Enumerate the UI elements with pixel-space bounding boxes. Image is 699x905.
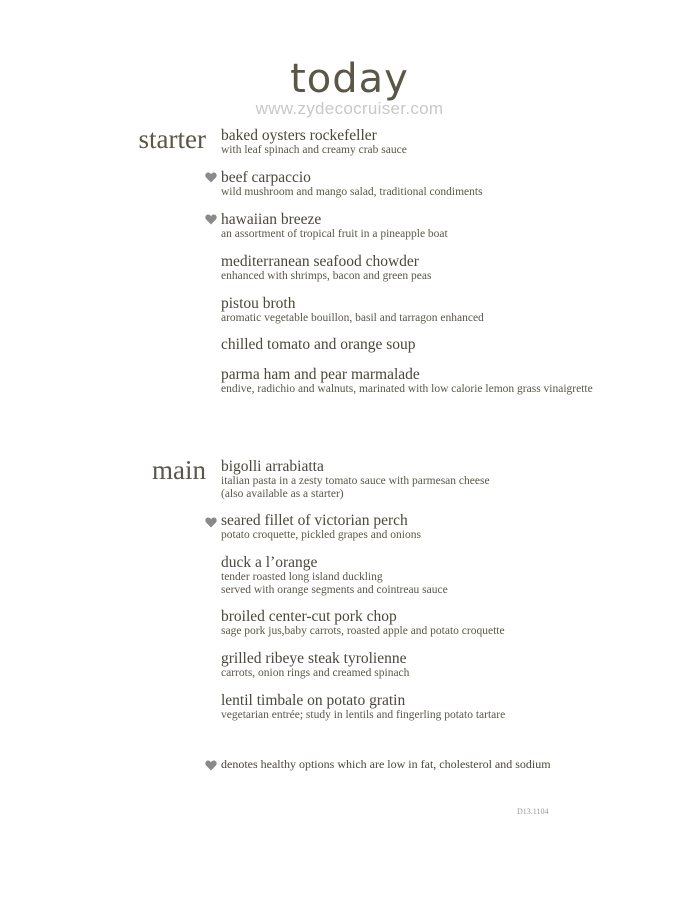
- item-name: mediterranean seafood chowder: [221, 253, 419, 270]
- item-desc: (also available as a starter): [221, 488, 344, 500]
- item-desc: enhanced with shrimps, bacon and green peas: [221, 270, 432, 282]
- heart-icon: [205, 760, 217, 771]
- menu-item-main-5: [221, 651, 681, 680]
- item-desc: italian pasta in a zesty tomato sauce with parmesan cheese: [221, 475, 490, 487]
- heart-icon: [205, 172, 217, 183]
- item-desc: with leaf spinach and creamy crab sauce: [221, 144, 407, 156]
- menu-code: D13.1104: [517, 807, 549, 816]
- item-name: lentil timbale on potato gratin: [221, 692, 406, 709]
- section-label-main: main: [152, 455, 206, 485]
- heart-icon: [205, 214, 217, 225]
- item-name: baked oysters rockefeller: [221, 127, 377, 144]
- item-desc: aromatic vegetable bouillon, basil and tarragon enhanced: [221, 312, 484, 324]
- healthy-footnote: denotes healthy options which are low in fat, cholesterol and sodium: [221, 757, 551, 771]
- item-desc: tender roasted long island duckling: [221, 571, 383, 583]
- menu-item-main-4: [221, 609, 681, 638]
- menu-item-starter-5: [221, 296, 681, 325]
- section-label-starter: starter: [138, 124, 206, 154]
- item-name: broiled center-cut pork chop: [221, 608, 397, 625]
- menu-item-main-2: [221, 513, 681, 542]
- item-name: bigolli arrabiatta: [221, 458, 324, 475]
- item-desc: potato croquette, pickled grapes and onions: [221, 529, 421, 541]
- item-name: grilled ribeye steak tyrolienne: [221, 650, 407, 667]
- page-title: today: [290, 56, 409, 102]
- menu-item-starter-4: [221, 254, 681, 283]
- item-name: seared fillet of victorian perch: [221, 512, 408, 529]
- menu-item-starter-3: [221, 212, 681, 241]
- item-name: duck a l’orange: [221, 554, 318, 571]
- menu-item-starter-6: [221, 337, 681, 353]
- watermark: www.zydecocruiser.com: [255, 99, 444, 118]
- item-name: pistou broth: [221, 295, 296, 312]
- item-name: parma ham and pear marmalade: [221, 366, 420, 383]
- menu-item-starter-7: [221, 367, 681, 396]
- item-desc: served with orange segments and cointreau sauce: [221, 584, 448, 596]
- item-name: hawaiian breeze: [221, 211, 322, 228]
- item-desc: an assortment of tropical fruit in a pineapple boat: [221, 228, 448, 240]
- item-desc: sage pork jus,baby carrots, roasted apple and potato croquette: [221, 625, 505, 637]
- heart-icon: [205, 517, 217, 528]
- item-desc: endive, radichio and walnuts, marinated with low calorie lemon grass vinaigrette: [221, 383, 593, 395]
- item-name: beef carpaccio: [221, 169, 311, 186]
- item-name: chilled tomato and orange soup: [221, 336, 416, 353]
- menu-item-starter-2: [221, 170, 681, 199]
- item-desc: wild mushroom and mango salad, traditional condiments: [221, 186, 483, 198]
- menu-item-main-3: [221, 555, 681, 597]
- menu-item-starter-1: [221, 128, 681, 157]
- item-desc: vegetarian entrée; study in lentils and fingerling potato tartare: [221, 709, 506, 721]
- menu-item-main-1: [221, 459, 681, 501]
- item-desc: carrots, onion rings and creamed spinach: [221, 667, 410, 679]
- menu-item-main-6: [221, 693, 681, 722]
